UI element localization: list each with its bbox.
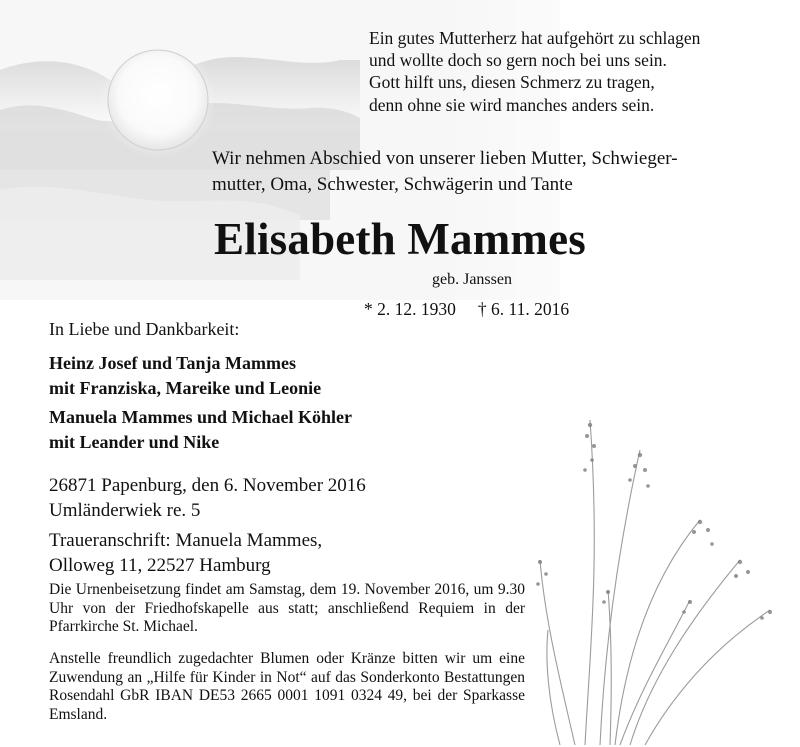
place-and-date <box>49 474 366 523</box>
family-group <box>49 405 352 454</box>
poem-line: Gott hilft uns, diesen Schmerz zu tragen, <box>369 72 655 93</box>
mourners-heading: In Liebe und Dankbarkeit: <box>49 319 240 339</box>
poem-line: und wollte doch so gern noch bei uns sein. <box>369 50 667 71</box>
mourning-address <box>49 529 322 578</box>
maiden-name: geb. Janssen <box>432 271 512 288</box>
life-dates <box>364 299 569 320</box>
family-group <box>49 351 321 400</box>
poem-line: Ein gutes Mutterherz hat aufgehört zu schlagen <box>369 28 701 48</box>
death-date: † 6. 11. 2016 <box>477 299 570 319</box>
address-line: Olloweg 11, 22527 Hamburg <box>49 554 271 576</box>
deceased-name: Elisabeth Mammes <box>214 214 586 264</box>
family-line: Manuela Mammes und Michael Köhler <box>49 407 352 427</box>
family-line: mit Franziska, Mareike und Leonie <box>49 377 322 398</box>
family-line: mit Leander und Nike <box>49 431 220 452</box>
address-line: Umländerwiek re. 5 <box>49 499 201 521</box>
intro-line: mutter, Oma, Schwester, Schwägerin und Tante <box>212 174 573 195</box>
address-line: Traueranschrift: Manuela Mammes, <box>49 530 323 551</box>
farewell-intro <box>212 146 678 198</box>
donation-info: Anstelle freundlich zugedachter Blumen oder Kränze bitten wir um eine Zuwendung an „Hilfe für Kinder in Not“ auf das Sonderkonto Bestattungen Rosendahl GbR IBAN DE53 2665 0001 1091 0324 49, bei der Sparkasse Emsland. <box>49 650 525 723</box>
family-line: Heinz Josef und Tanja Mammes <box>49 353 297 373</box>
birth-date: * 2. 12. 1930 <box>364 299 456 319</box>
address-line: 26871 Papenburg, den 6. November 2016 <box>49 475 366 496</box>
poem-line: denn ohne sie wird manches anders sein. <box>369 94 655 115</box>
poem <box>369 27 700 116</box>
intro-line: Wir nehmen Abschied von unserer lieben Mutter, Schwieger- <box>212 148 678 169</box>
burial-info: Die Urnenbeisetzung findet am Samstag, dem 19. November 2016, um 9.30 Uhr von der Friedhofskapelle aus statt; anschließend Requiem in der Pfarrkirche St. Michael. <box>49 581 525 636</box>
